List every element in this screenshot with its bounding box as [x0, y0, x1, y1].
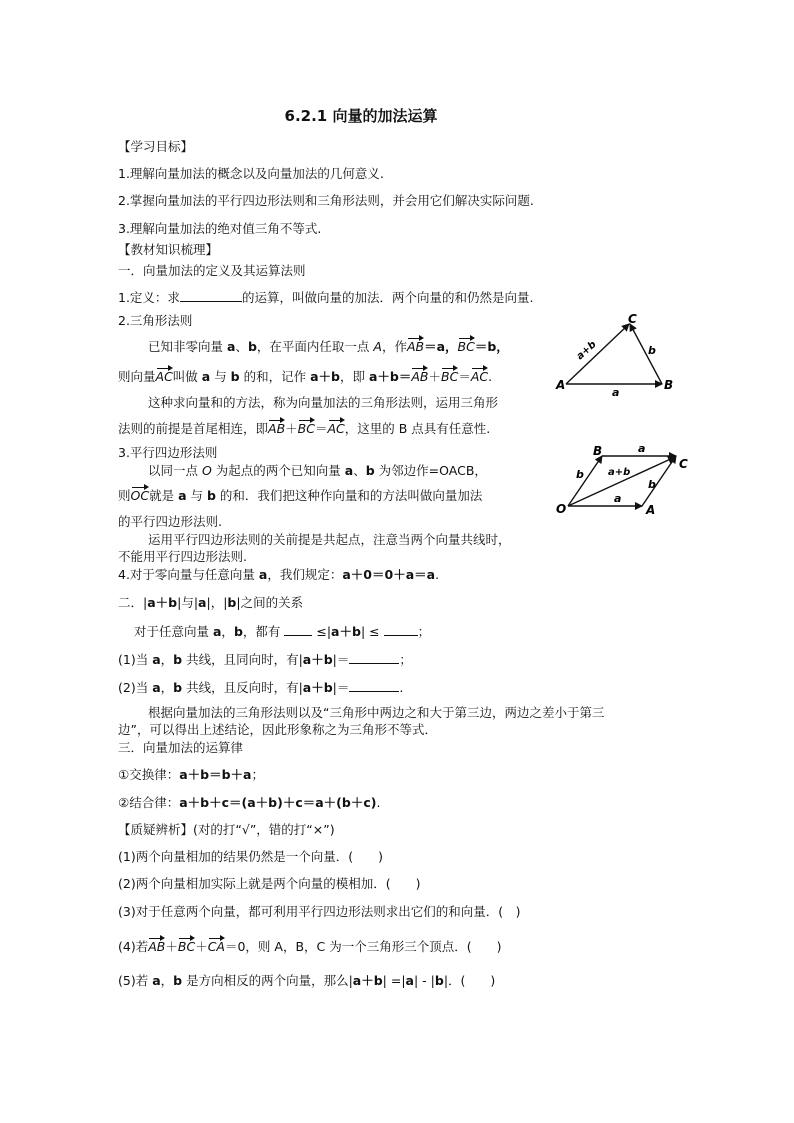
parallelogram-rule-line-4: 运用平行四边形法则的关前提是共起点，注意当两个向量共线时， [148, 532, 511, 547]
remark-line-1: 根据向量加法的三角形法则以及“三角形中两边之和大于第三边，两边之差小于第三 [148, 705, 605, 720]
vector-bc: BC [297, 421, 315, 436]
text: |，| [206, 595, 228, 610]
associative-law [118, 797, 380, 810]
text: ＋ [285, 421, 298, 436]
vector-a: a [178, 488, 187, 503]
triangle-figure [550, 308, 690, 400]
text: ＝a， [424, 339, 458, 354]
text: 则向量 [118, 369, 156, 384]
case-1-line [118, 653, 412, 667]
vector-b: b [230, 369, 240, 384]
parallelogram-rule-line-2 [118, 490, 482, 503]
commutative-equation: a＋b＝b＋a [179, 767, 252, 782]
text: ， [221, 624, 234, 639]
text: ，这里的 B 点具有任意性. [344, 421, 491, 436]
vector-ac: AC [327, 421, 345, 436]
text: |之间的关系 [236, 595, 304, 610]
text: (5)若 [118, 973, 153, 988]
text: ； [251, 767, 265, 782]
vector-ab: AB [406, 339, 425, 354]
text: 已知非零向量 [148, 339, 227, 354]
parallelogram-label-O: O [556, 502, 567, 516]
case-1-blank [349, 653, 399, 664]
vector-ac: AC [155, 369, 173, 384]
parallelogram-label-A: A [646, 503, 656, 517]
vector-b: b [434, 973, 444, 988]
text: (1)当 [118, 652, 153, 667]
parallelogram-rule-heading: 3.平行四边形法则 [118, 445, 218, 460]
vector-ca: CA [207, 939, 225, 954]
vector-sum: a＋b [352, 973, 383, 988]
parallelogram-rule-line-1 [148, 465, 487, 478]
case-2-line [118, 681, 403, 695]
text: 叫做 [172, 369, 202, 384]
text: ， [160, 680, 174, 695]
goal-item-1: 1.理解向量加法的概念以及向量加法的几何意义. [118, 166, 384, 181]
vector-a: a [152, 680, 161, 695]
triangle-label-A: A [556, 378, 566, 392]
text: 4.对于零向量与任意向量 [118, 567, 259, 582]
quiz-item-5 [118, 975, 495, 988]
parallelogram-label-b-left: b [576, 468, 584, 481]
vector-a: a [152, 973, 161, 988]
goal-item-2: 2.掌握向量加法的平行四边形法则和三角形法则，并会用它们解决实际问题. [118, 193, 534, 208]
text: 、 [235, 339, 248, 354]
vector-ab: AB [268, 421, 286, 436]
text: ＋ [428, 369, 441, 384]
parallelogram-label-sum: a+b [608, 467, 631, 478]
triangle-label-b: b [648, 344, 656, 357]
text: |＝ [332, 652, 350, 667]
triangle-vector-b [630, 324, 662, 384]
text: 与 [210, 369, 231, 384]
page-title: 6.2.1 向量的加法运算 [284, 107, 438, 125]
definition-blank [180, 291, 242, 302]
quiz-item-2: (2)两个向量相加实际上就是两个向量的模相加．( ) [118, 876, 421, 891]
text: ≤| [312, 624, 332, 639]
text: . [376, 795, 381, 810]
text: ②结合律： [118, 795, 180, 810]
vector-a: a [258, 567, 268, 582]
section-1-heading: 一．向量加法的定义及其运算法则 [118, 263, 306, 278]
text: 与 [186, 488, 207, 503]
vector-b: b [227, 595, 237, 610]
text: . [488, 369, 493, 384]
text: 二．| [118, 595, 148, 610]
text: ，我们规定： [267, 567, 343, 582]
parallelogram-rule-line-3: 的平行四边形法则. [118, 514, 222, 529]
text: | =| [382, 973, 406, 988]
associative-equation: a＋b＋c＝(a＋b)＋c＝a＋(b＋c) [179, 795, 377, 810]
text: ； [399, 652, 412, 667]
text: 、 [353, 463, 366, 478]
text: . [435, 567, 440, 582]
parallelogram-label-a-bottom: a [614, 492, 622, 505]
text: 为起点的两个已知向量 [211, 463, 345, 478]
triangle-label-C: C [628, 312, 637, 326]
vector-oc: OC [130, 488, 150, 503]
parallelogram-label-b-right: b [648, 478, 656, 491]
vector-a: a [212, 624, 222, 639]
text: ＝ [314, 421, 328, 436]
text: 共线，且反向时，有| [182, 680, 303, 695]
vector-bc: BC [457, 339, 475, 354]
vector-bc: BC [177, 939, 196, 954]
zero-vector-equation: a＋0＝0＋a＝a [342, 567, 436, 582]
remark-line-2: 边”，可以得出上述结论，因此形象称之为三角形不等式． [118, 722, 437, 737]
knowledge-header: 【教材知识梳理】 [118, 242, 219, 257]
quiz-header-line [118, 824, 335, 837]
zero-vector-line [118, 569, 439, 582]
vector-b: b [206, 488, 216, 503]
text: 的和．我们把这种作向量和的方法叫做向量加法 [215, 488, 483, 503]
text: ＋ [195, 939, 208, 954]
vector-sum: a＋b [147, 595, 178, 610]
text: 则 [118, 488, 131, 503]
vector-a: a [405, 973, 414, 988]
triangle-rule-line-2 [118, 371, 492, 384]
triangle-rule-line-1 [148, 341, 509, 354]
vector-b: b [173, 652, 183, 667]
vector-sum: a＋b [331, 624, 361, 639]
parallelogram-label-C: C [679, 457, 688, 471]
text: ＋ [165, 939, 178, 954]
text: 以同一点 [148, 463, 202, 478]
text: ， [160, 973, 174, 988]
vector-b: b [173, 680, 183, 695]
text: ，作 [381, 339, 407, 354]
parallelogram-figure [552, 440, 698, 520]
definition-line [118, 291, 533, 305]
vector-bc: BC [441, 369, 459, 384]
text: |＝ [332, 680, 350, 695]
triangle-rule-line-3: 这种求向量和的方法，称为向量加法的三角形法则，运用三角形 [148, 395, 499, 410]
triangle-label-sum: a+b [574, 339, 599, 363]
case-2-blank [349, 681, 399, 692]
triangle-label-B: B [664, 378, 674, 392]
text: ①交换律： [118, 767, 180, 782]
vector-sum: a＋b [302, 680, 333, 695]
goals-header: 【学习目标】 [118, 139, 194, 154]
vector-a: a [226, 339, 236, 354]
point-a: A [373, 339, 382, 354]
vector-a: a [152, 652, 161, 667]
vector-a: a [201, 369, 211, 384]
vector-b: b [173, 973, 183, 988]
inequality-line [134, 625, 430, 639]
text: 为邻边作=OACB， [374, 463, 487, 478]
text: ，即 [339, 369, 369, 384]
text: (2)当 [118, 680, 153, 695]
vector-sum: a＋b＝ [368, 369, 412, 384]
text: 就是 [149, 488, 179, 503]
vector-ab: AB [411, 369, 429, 384]
vector-ac: AC [470, 369, 489, 384]
text: (4)若 [118, 939, 149, 954]
triangle-label-a: a [612, 386, 620, 399]
text: | - | [413, 973, 435, 988]
inequality-blank-upper [384, 625, 418, 636]
quiz-item-3: (3)对于任意两个向量，都可利用平行四边形法则求出它们的和向量．( ) [118, 904, 521, 919]
text: . [399, 680, 404, 695]
text: 共线，且同向时，有| [182, 652, 303, 667]
triangle-rule-heading: 2.三角形法则 [118, 313, 193, 328]
text: 对于任意向量 [134, 624, 213, 639]
text: ，在平面内任取一点 [256, 339, 374, 354]
text: ＝b， [474, 339, 509, 354]
text: ＝0，则 A，B，C 为一个三角形三个顶点．( ) [224, 939, 502, 954]
vector-sum: a＋b [302, 652, 333, 667]
vector-a: a [344, 463, 354, 478]
text: |与| [177, 595, 199, 610]
vector-a: a [198, 595, 207, 610]
vector-sum: a＋b [310, 369, 340, 384]
text: ； [417, 624, 431, 639]
text: |．( ) [443, 973, 496, 988]
vector-b: b [365, 463, 375, 478]
definition-text-a: 1.定义：求 [118, 290, 180, 305]
vector-ab: AB [148, 939, 166, 954]
quiz-item-4 [118, 941, 502, 954]
text: | ≤ [360, 624, 384, 639]
text: 是方向相反的两个向量，那么| [182, 973, 353, 988]
inequality-blank-lower [284, 625, 312, 636]
quiz-item-1: (1)两个向量相加的结果仍然是一个向量．( ) [118, 849, 383, 864]
parallelogram-rule-line-5: 不能用平行四边形法则. [118, 549, 247, 564]
text: ，都有 [242, 624, 285, 639]
definition-text-b: 的运算，叫做向量的加法．两个向量的和仍然是向量. [241, 290, 534, 305]
parallelogram-label-B: B [593, 444, 603, 458]
goal-item-3: 3.理解向量加法的绝对值三角不等式. [118, 221, 322, 236]
triangle-rule-line-4 [118, 423, 490, 436]
commutative-law [118, 769, 264, 782]
quiz-note: (对的打“√”，错的打“×”) [193, 822, 335, 837]
text: ＝ [458, 369, 471, 384]
text: 法则的前提是首尾相连，即 [118, 421, 269, 436]
vector-b: b [247, 339, 257, 354]
parallelogram-label-a-top: a [638, 442, 646, 455]
point-o: O [201, 463, 212, 478]
text: ， [160, 652, 174, 667]
section-3-heading: 三．向量加法的运算律 [118, 740, 244, 755]
section-2-heading [118, 597, 303, 610]
quiz-header: 【质疑辨析】 [118, 822, 194, 837]
text: 的和，记作 [239, 369, 311, 384]
vector-b: b [233, 624, 243, 639]
